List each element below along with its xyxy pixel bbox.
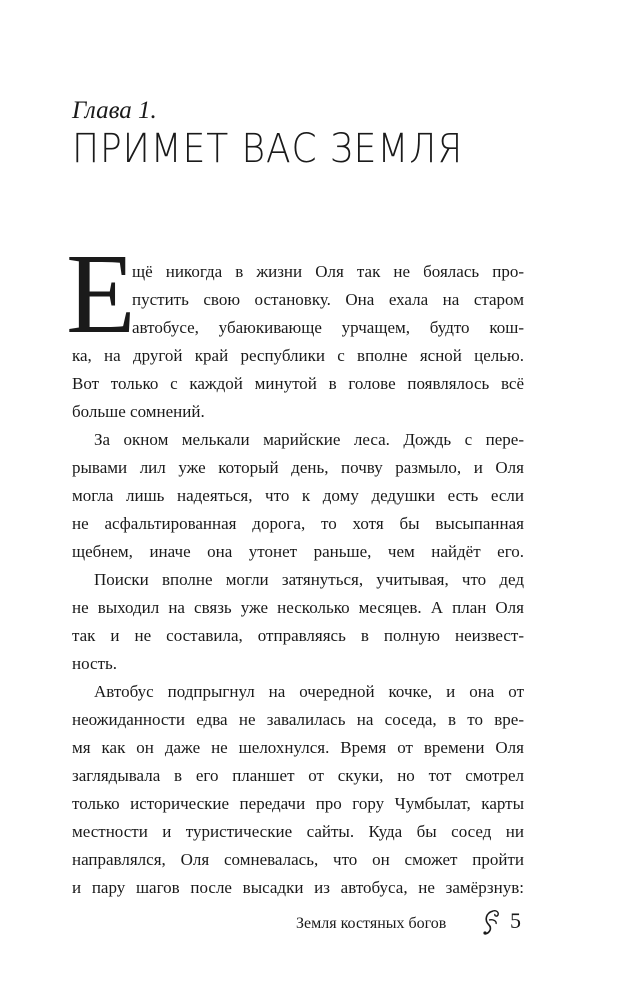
text-line: ность.	[72, 654, 117, 673]
text-line: Поиски вполне могли затянуться, учитывая, что дед	[94, 570, 524, 589]
text-line: не выходил на связь уже несколько месяцев. А план Оля	[72, 598, 524, 617]
chapter-label: Глава 1.	[72, 97, 157, 124]
text-line: не асфальтированная дорога, то хотя бы высыпанная	[72, 514, 524, 533]
chapter-title: ПРИМЕТ ВАС ЗЕМЛЯ	[72, 126, 464, 172]
text-line: пустить свою остановку. Она ехала на старом	[132, 290, 524, 309]
text-line: местности и туристические сайты. Куда бы сосед ни	[72, 822, 524, 841]
text-line: так и не составила, отправляясь в полную неизвест-	[72, 626, 524, 645]
text-line: неожиданности едва не завалилась на соседа, в то вре-	[72, 710, 524, 729]
page-number: 5	[510, 908, 521, 933]
floral-ornament-icon	[480, 908, 502, 936]
text-line: заглядывала в его планшет от скуки, но тот смотрел	[72, 766, 524, 785]
text-line: щё никогда в жизни Оля так не боялась про-	[132, 262, 524, 281]
drop-cap-letter: Е	[66, 230, 136, 357]
text-line: могла лишь надеяться, что к дому дедушки есть если	[72, 486, 524, 505]
text-line: только исторические передачи про гору Чумбылат, карты	[72, 794, 524, 813]
text-line: щебнем, иначе она утонет раньше, чем найдёт его.	[72, 542, 524, 561]
text-line: За окном мелькали марийские леса. Дождь с пере-	[94, 430, 524, 449]
text-line: Автобус подпрыгнул на очередной кочке, и она от	[94, 682, 524, 701]
running-footer-title: Земля костяных богов	[296, 915, 447, 932]
text-line: ка, на другой край республики с вполне ясной целью.	[72, 346, 524, 365]
text-line: больше сомнений.	[72, 402, 205, 421]
text-line: автобусе, убаюкивающе урчащем, будто кош-	[132, 318, 524, 337]
text-line: Вот только с каждой минутой в голове появлялось всё	[72, 374, 524, 393]
text-line: рывами лил уже который день, почву размыло, и Оля	[72, 458, 524, 477]
text-line: мя как он даже не шелохнулся. Время от времени Оля	[72, 738, 524, 757]
text-line: направлялся, Оля сомневалась, что он сможет пройти	[72, 850, 524, 869]
text-line: и пару шагов после высадки из автобуса, не замёрзнув:	[72, 878, 524, 897]
